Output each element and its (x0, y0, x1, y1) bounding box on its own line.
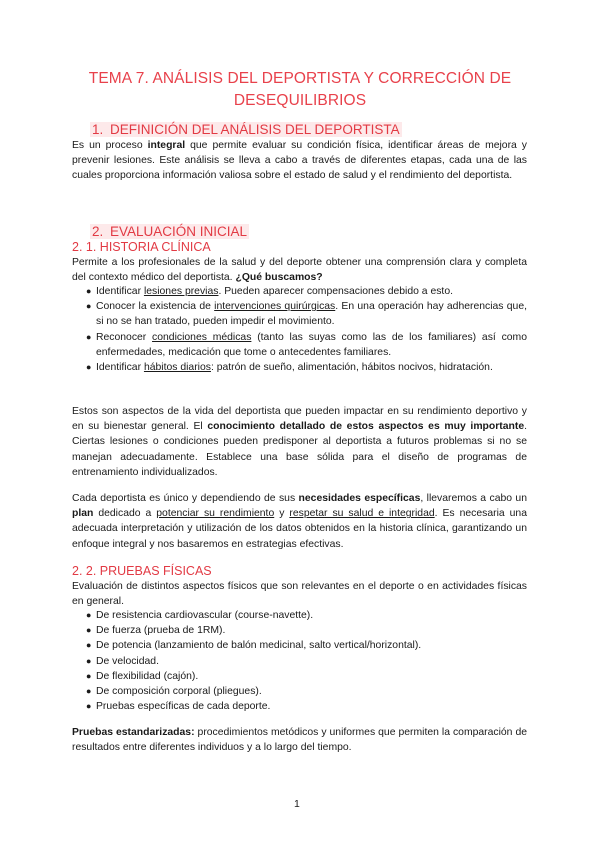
bullet-icon: ● (86, 301, 92, 312)
list-item (72, 360, 527, 375)
underlined-term: lesiones previas (143, 286, 219, 297)
bold-question: ¿Qué buscamos? (235, 272, 323, 284)
bold-phrase: necesidades específicas (298, 493, 421, 504)
text-run: . En una operación hay adherencias que, si no se han tratado, pueden impedir el movimiento. (96, 301, 527, 328)
underlined-term: intervenciones quirúrgicas (214, 301, 336, 313)
text-run: . Es necesaria una adecuada interpretación y utilización de los datos obtenidos en la historia clínica, garantizando un enfoque integral y nos basaremos en estrategias efectivas. (72, 508, 527, 550)
bold-phrase: conocimiento detallado de estos aspectos es muy importante (207, 421, 525, 433)
section-1-title: DEFINICIÓN DEL ANÁLISIS DEL DEPORTISTA (110, 122, 400, 137)
bullet-icon: ● (86, 701, 92, 712)
history-bullet-list (72, 284, 527, 375)
text-run: Es un proceso (72, 140, 148, 151)
list-item (72, 699, 527, 714)
underlined-term: condiciones médicas (152, 331, 252, 343)
list-item (72, 299, 527, 329)
bullet-icon: ● (86, 686, 92, 697)
text-run: procedimientos metódicos y uniformes que permiten la comparación de resultados entre diferentes individuos y a lo largo del tiempo. (72, 727, 528, 754)
text-run: Reconocer (96, 331, 153, 343)
bullet-icon: ● (86, 610, 92, 620)
text-run: . Ciertas lesiones o condiciones pueden predisponer al deportista a futuros problemas si no se manejan adecuadamente. Establece una base sólida para el diseño de programas de entrenamiento individualizados. (72, 421, 528, 478)
page-number: 1 (294, 798, 300, 810)
section-1-number: 1. (92, 122, 104, 137)
list-item-text: De potencia (lanzamiento de balón medicinal, salto vertical/horizontal). (96, 640, 422, 652)
section-2-heading (90, 224, 249, 240)
list-item-text: De flexibilidad (cajón). (96, 670, 199, 682)
underlined-phrase: respetar su salud e integridad (289, 508, 435, 520)
bold-term: Pruebas estandarizadas: (72, 727, 195, 738)
subsection-2-1-intro (72, 255, 527, 285)
text-run: , llevaremos a cabo un (420, 493, 527, 504)
subsection-2-2-intro: Evaluación de distintos aspectos físicos que son relevantes en el deporte o en actividades físicas en general. (72, 581, 527, 608)
subsection-2-2-heading: 2. 2. PRUEBAS FÍSICAS (72, 564, 212, 578)
text-run: (tanto las suyas como las de los familiares) así como enfermedades, medicación que tome o antecedentes familiares. (96, 331, 527, 358)
bullet-icon: ● (86, 640, 92, 651)
list-item-text: Pruebas específicas de cada deporte. (96, 701, 271, 713)
subsection-2-1-heading: 2. 1. HISTORIA CLÍNICA (72, 240, 211, 254)
list-item (72, 669, 527, 684)
list-item (72, 330, 527, 360)
text-run: y (274, 508, 290, 520)
text-run: dedicado a (93, 508, 157, 520)
text-run: : patrón de sueño, alimentación, hábitos nocivos, hidratación. (210, 362, 493, 374)
list-item-text: De resistencia cardiovascular (course-navette). (96, 610, 314, 621)
bullet-icon: ● (86, 331, 92, 342)
tests-paragraph-2 (72, 725, 527, 755)
text-run: Permite a los profesionales de la salud y del deporte obtener una comprensión clara y completa del contexto médico del deportista. (72, 257, 527, 284)
bold-word: plan (72, 508, 94, 520)
text-run: Identificar (96, 286, 144, 297)
text-run: Estos son aspectos de la vida del deportista que pueden impactar en su rendimiento deportivo y en su bienestar general. El (72, 406, 527, 433)
section-1-heading (90, 122, 402, 138)
section-1-paragraph (72, 138, 527, 184)
bullet-icon: ● (86, 670, 92, 681)
tests-bullet-list (72, 608, 527, 714)
bullet-icon: ● (86, 286, 92, 296)
list-item (72, 654, 527, 669)
history-paragraph-2 (72, 404, 527, 480)
list-item (72, 638, 527, 653)
section-2-number: 2. (92, 224, 104, 239)
bullet-icon: ● (86, 625, 92, 636)
bullet-icon: ● (86, 362, 92, 373)
list-item (72, 284, 527, 299)
history-paragraph-3 (72, 491, 527, 552)
list-item-text: De velocidad. (96, 655, 159, 667)
list-item-text: De fuerza (prueba de 1RM). (96, 625, 226, 637)
underlined-phrase: potenciar su rendimiento (156, 508, 275, 520)
list-item-text: De composición corporal (pliegues). (96, 686, 262, 698)
text-run: . Pueden aparecer compensaciones debido a esto. (218, 286, 453, 297)
list-item (72, 623, 527, 638)
document-title: TEMA 7. ANÁLISIS DEL DEPORTISTA Y CORRECCIÓN DE DESEQUILIBRIOS (88, 70, 512, 109)
text-run: que permite evaluar su condición física, identificar áreas de mejora y prevenir lesiones. Este análisis se lleva a cabo a través de diferentes etapas, cada una de las cuales proporciona información valiosa sobre el estado de salud y el rendimiento del deportista. (72, 140, 528, 182)
section-2-title: EVALUACIÓN INICIAL (110, 224, 248, 239)
bullet-icon: ● (86, 655, 92, 666)
underlined-term: hábitos diarios (143, 362, 211, 374)
bold-term: integral (147, 140, 186, 151)
text-run: Identificar (96, 362, 144, 374)
text-run: Cada deportista es único y dependiendo de sus (72, 493, 299, 504)
list-item (72, 684, 527, 699)
text-run: Conocer la existencia de (96, 301, 215, 313)
list-item (72, 608, 527, 623)
